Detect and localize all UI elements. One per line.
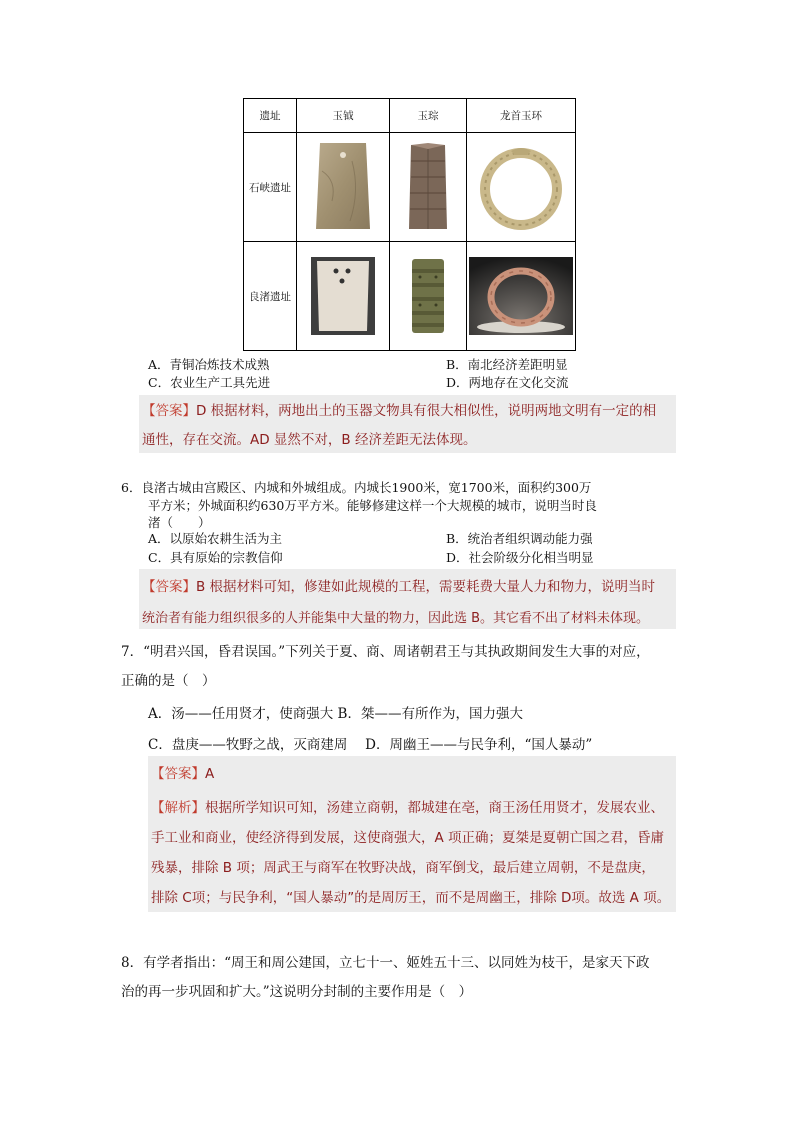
- q7-analysis-line-1: 【解析】根据所学知识可知，汤建立商朝，都城建在亳，商王汤任用贤才，发展农业、: [151, 800, 664, 816]
- header-jade-axe: 玉钺: [297, 99, 390, 133]
- q6-option-c: C．具有原始的宗教信仰: [148, 550, 283, 565]
- q5-answer-line-2: 通性，存在交流。AD 显然不对，B 经济差距无法体现。: [142, 432, 477, 448]
- q6-stem-line-2: 平方米；外城面积约630万平方米。能够修建这样一个大规模的城市，说明当时良: [148, 498, 597, 513]
- q7-analysis-line-3: 残暴，排除 B 项；周武王与商军在牧野决战，商军倒戈，最后建立周朝，不是盘庚，: [151, 860, 655, 876]
- q6-stem-line-1: 6．良渚古城由宫殿区、内城和外城组成。内城长1900米，宽1700米，面积约300万: [121, 480, 592, 495]
- table-header-row: [244, 99, 576, 133]
- table-row: [244, 133, 576, 242]
- site-liangzhu: 良渚遗址: [244, 242, 297, 351]
- header-dragon-ring: 龙首玉环: [467, 99, 576, 133]
- q6-option-b: B．统治者组织调动能力强: [446, 531, 593, 546]
- q8-stem-line-1: 8．有学者指出：“周王和周公建国，立七十一、姬姓五十三、以同姓为枝干，是家天下政: [121, 955, 650, 971]
- q7-answer: 【答案】A: [151, 766, 215, 782]
- q6-answer-box: [139, 569, 676, 629]
- answer-tag: 【答案】: [142, 403, 196, 419]
- q7-options-cd: C．盘庚——牧野之战，灭商建周 D．周幽王——与民争利，“国人暴动”: [148, 737, 593, 753]
- q5-option-c: C．农业生产工具先进: [148, 375, 271, 390]
- jade-axe-shixia-image: [312, 141, 374, 233]
- q6-option-d: D．社会阶级分化相当明显: [446, 550, 594, 565]
- q7-analysis-line-4: 排除 C项；与民争利，“国人暴动”的是周厉王，而不是周幽王，排除 D项。故选 A 项。: [151, 890, 671, 906]
- dragon-ring-liangzhu-image: [469, 257, 573, 335]
- q5-answer-box: [139, 395, 676, 453]
- jade-axe-liangzhu-image: [311, 257, 375, 335]
- q7-answer-box: [148, 756, 676, 912]
- jade-cong-liangzhu-image: [408, 257, 448, 335]
- jade-cong-shixia-image: [405, 141, 451, 233]
- site-shixia: 石峡遗址: [244, 133, 297, 242]
- q5-option-b: B．南北经济差距明显: [446, 357, 568, 372]
- q7-stem-line-1: 7．“明君兴国，昏君误国。”下列关于夏、商、周诸朝君王与其执政期间发生大事的对应，: [121, 644, 650, 660]
- answer-tag: 【答案】: [142, 579, 196, 595]
- q5-answer-line-1: 【答案】D 根据材料，两地出土的玉器文物具有很大相似性，说明两地文明有一定的相: [142, 403, 657, 419]
- q6-stem-line-3: 渚（ ）: [148, 515, 211, 530]
- dragon-ring-shixia-image: [475, 141, 567, 233]
- q5-option-d: D．两地存在文化交流: [446, 375, 569, 390]
- q6-answer-line-1: 【答案】B 根据材料可知，修建如此规模的工程，需要耗费大量人力和物力，说明当时: [142, 579, 656, 595]
- q8-stem-line-2: 治的再一步巩固和扩大。”这说明分封制的主要作用是（ ）: [121, 984, 473, 1000]
- header-jade-cong: 玉琮: [390, 99, 467, 133]
- q6-answer-line-2: 统治者有能力组织很多的人并能集中大量的物力，因此选 B。其它看不出了材料未体现。: [142, 611, 650, 626]
- relics-table: [243, 98, 576, 351]
- q7-stem-line-2: 正确的是（ ）: [121, 673, 216, 689]
- header-site: 遗址: [244, 99, 297, 133]
- analysis-tag: 【解析】: [151, 800, 205, 816]
- answer-tag: 【答案】: [151, 766, 205, 782]
- q7-options-ab: A．汤——任用贤才，使商强大 B．桀——有所作为，国力强大: [148, 706, 523, 722]
- q5-option-a: A．青铜冶炼技术成熟: [148, 357, 270, 372]
- q6-option-a: A．以原始农耕生活为主: [148, 531, 283, 546]
- table-row: [244, 242, 576, 351]
- q7-analysis-line-2: 手工业和商业，使经济得到发展，这使商强大，A 项正确；夏桀是夏朝亡国之君，昏庸: [151, 830, 665, 846]
